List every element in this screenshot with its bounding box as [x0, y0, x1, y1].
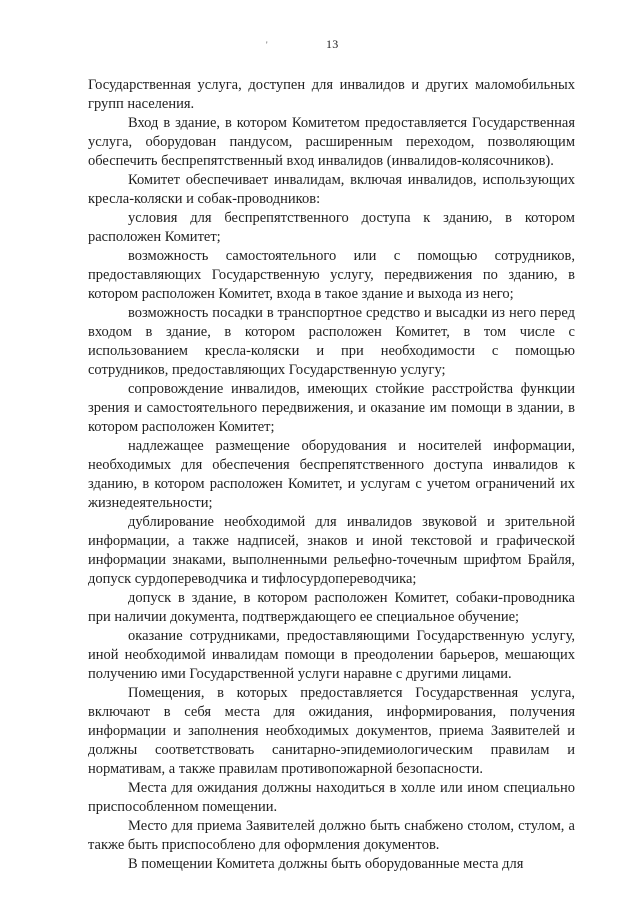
paragraph: Помещения, в которых предоставляется Государственная услуга, включают в себя места для ожидания, информирования, получения информации и заполнения необходимых документов, приема Заявителей и должны соответствовать санитарно-эпидемиологическим правилам и нормативам, а также правилам противопожарной безопасности. — [88, 685, 575, 777]
paragraph: возможность самостоятельного или с помощью сотрудников, предоставляющих Государственную услугу, передвижения по зданию, в котором расположен Комитет, входа в такое здание и выхода из него; — [88, 248, 575, 302]
paragraph: Комитет обеспечивает инвалидам, включая инвалидов, использующих кресла-коляски и собак-проводников: — [88, 172, 575, 207]
paragraph: В помещении Комитета должны быть оборудованные места для — [128, 856, 524, 872]
paragraph: возможность посадки в транспортное средство и высадки из него перед входом в здание, в котором расположен Комитет, в том числе с использованием кресла-коляски и при необходимости с помощью сотрудников, предоставляющих Государственную услугу; — [88, 305, 575, 378]
paragraph: Места для ожидания должны находиться в холле или ином специально приспособленном помещении. — [88, 780, 575, 815]
paragraph: условия для беспрепятственного доступа к зданию, в котором расположен Комитет; — [88, 210, 575, 245]
page-mark: ' — [266, 40, 268, 50]
paragraph: допуск в здание, в котором расположен Комитет, собаки-проводника при наличии документа, подтверждающего ее специальное обучение; — [88, 590, 575, 625]
paragraph: Место для приема Заявителей должно быть снабжено столом, стулом, а также быть приспособлено для оформления документов. — [88, 818, 575, 853]
paragraph: Государственная услуга, доступен для инвалидов и других маломобильных групп населения. — [88, 77, 575, 112]
paragraph: Вход в здание, в котором Комитетом предоставляется Государственная услуга, оборудован пандусом, расширенным переходом, позволяющим обеспечить беспрепятственный вход инвалидов (инвалидов-колясочников). — [88, 115, 575, 169]
page-number: 13 — [326, 37, 339, 51]
document-body — [88, 76, 575, 874]
paragraph: дублирование необходимой для инвалидов звуковой и зрительной информации, а также надписей, знаков и иной текстовой и графической информации знаками, выполненными рельефно-точечным шрифтом Брайля, допуск сурдопереводчика и тифлосурдопереводчика; — [88, 514, 575, 587]
paragraph: оказание сотрудниками, предоставляющими Государственную услугу, иной необходимой инвалидам помощи в преодолении барьеров, мешающих получению ими Государственной услуги наравне с другими лицами. — [88, 628, 575, 682]
paragraph: сопровождение инвалидов, имеющих стойкие расстройства функции зрения и самостоятельного передвижения, и оказание им помощи в здании, в котором расположен Комитет; — [88, 381, 575, 435]
paragraph: надлежащее размещение оборудования и носителей информации, необходимых для обеспечения беспрепятственного доступа инвалидов к зданию, в котором расположен Комитет, и услугам с учетом ограничений их жизнедеятельности; — [88, 438, 575, 511]
